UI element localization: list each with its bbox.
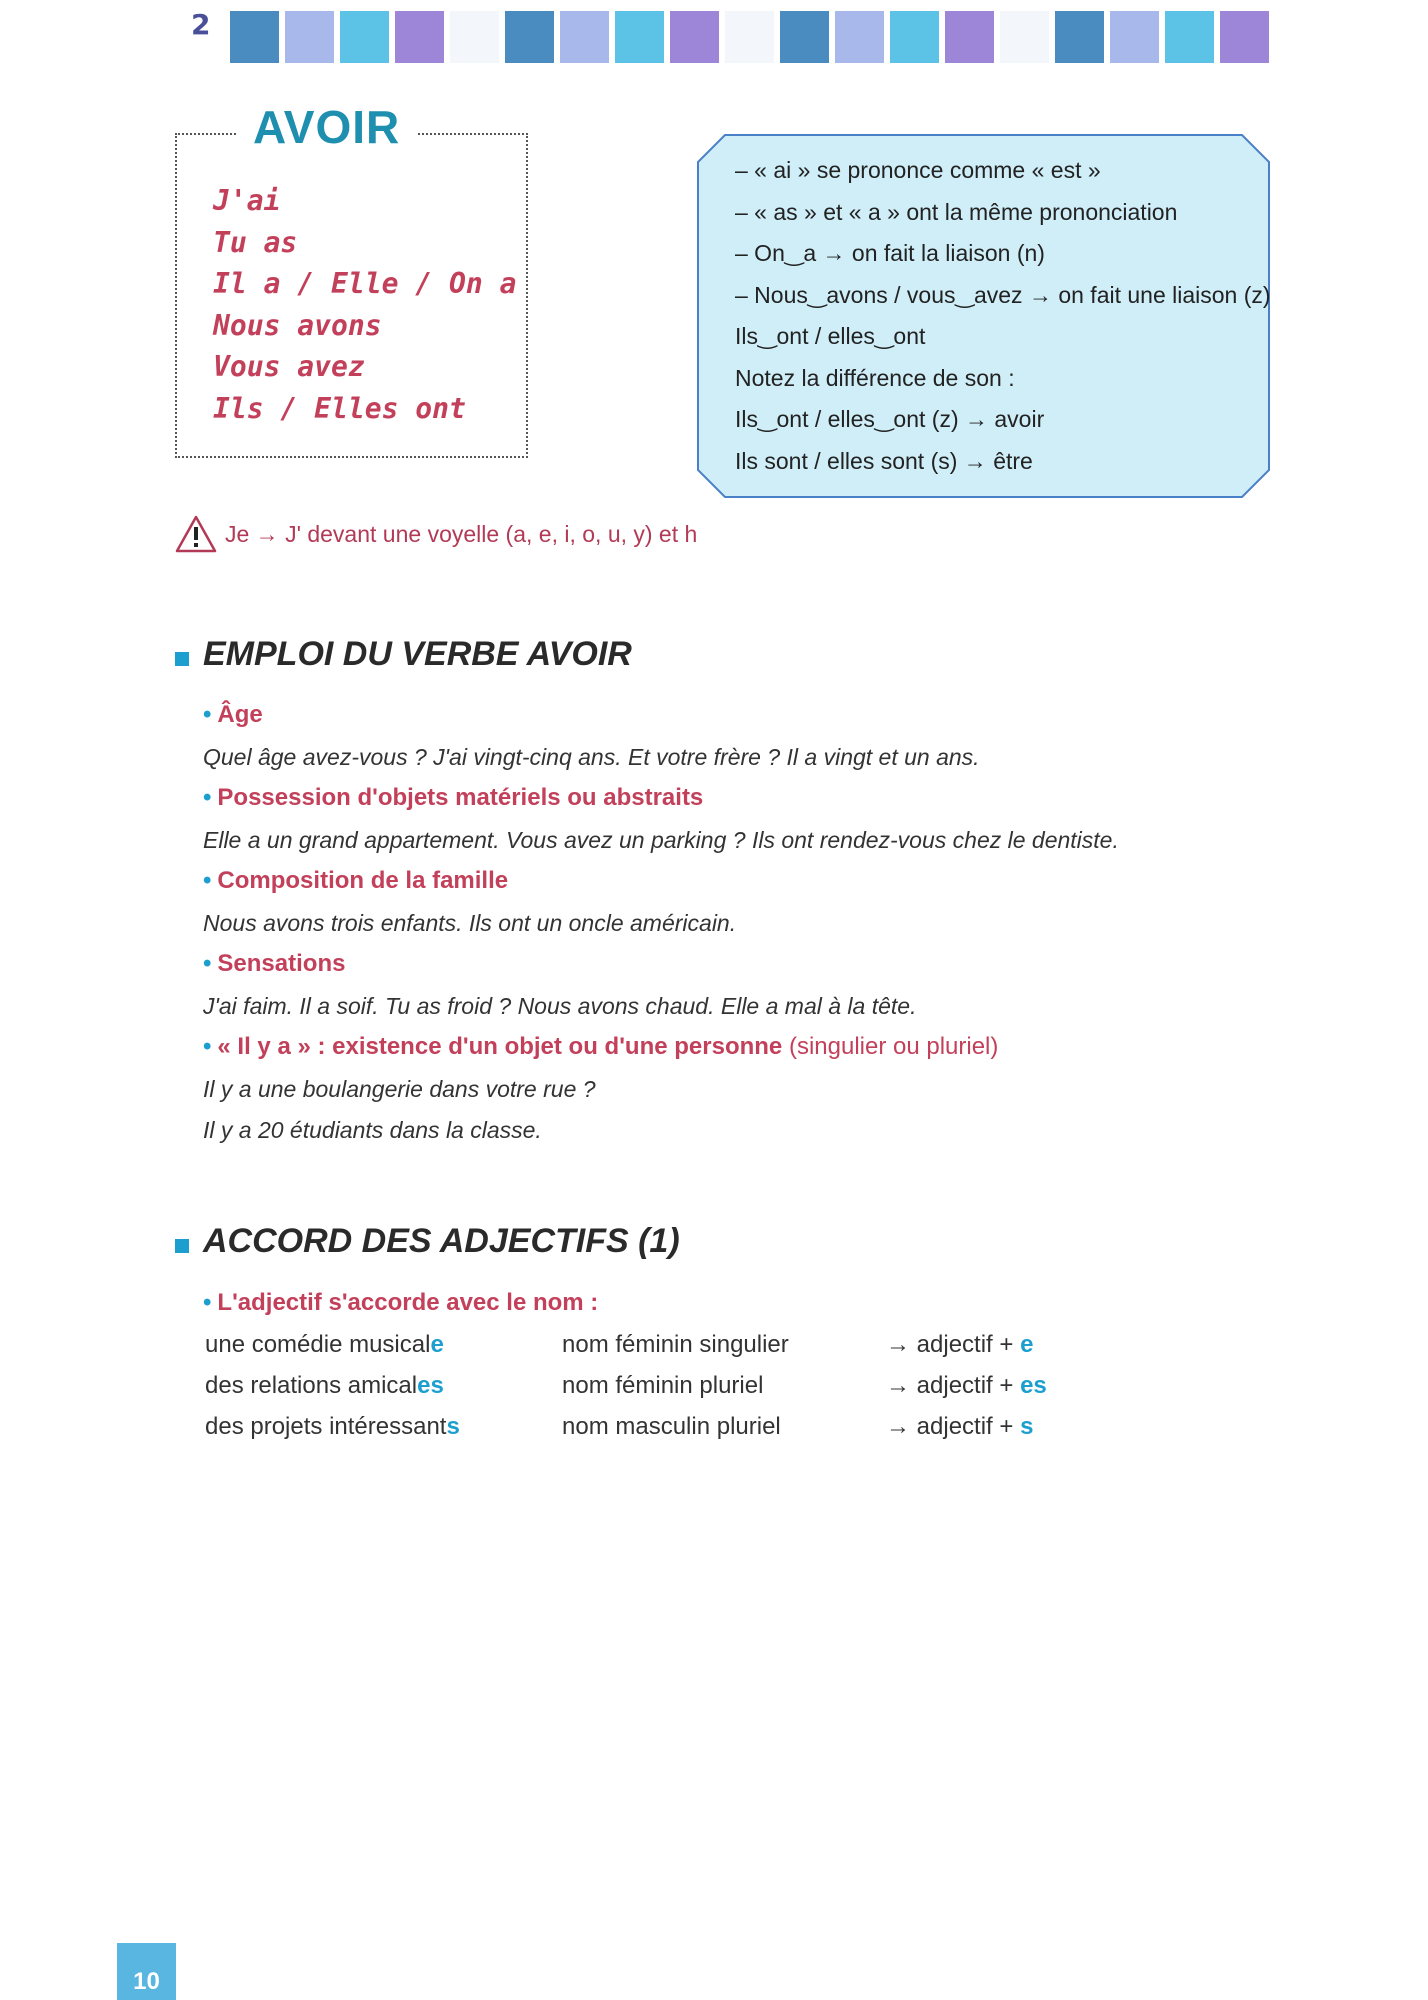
adjective-stem: des relations amical [205,1372,418,1399]
pronunciation-line: – « as » et « a » ont la même prononciation [735,198,1178,225]
usage-item-famille [203,867,508,895]
usage-note: (singulier ou pluriel) [788,1033,999,1060]
header-color-square [395,11,444,63]
usage-example: Nous avons trois enfants. Ils ont un oncle américain. [203,910,737,936]
accord-rule-text: L'adjectif s'accorde avec le nom : [217,1289,599,1316]
result-ending: es [1020,1372,1047,1399]
header-color-square [615,11,664,63]
result-ending: e [1020,1331,1034,1358]
header-color-square [835,11,884,63]
usage-example: Elle a un grand appartement. Vous avez un parking ? Ils ont rendez-vous chez le dentiste. [203,827,1119,853]
agreement-result [886,1413,1033,1441]
header-color-square [670,11,719,63]
result-text: → adjectif + [886,1372,1021,1399]
section-title-text: ACCORD DES ADJECTIFS (1) [203,1222,680,1260]
usage-example: Il y a 20 étudiants dans la classe. [203,1117,542,1143]
pronunciation-line: Ils‿ont / elles‿ont [735,323,926,349]
usage-label: Sensations [217,950,346,977]
noun-type: nom masculin pluriel [562,1413,781,1440]
header-color-square [1220,11,1269,63]
conjugation-line: Il a / Elle / On a [213,267,517,300]
usage-example: J'ai faim. Il a soif. Tu as froid ? Nous avons chaud. Elle a mal à la tête. [203,993,917,1019]
result-text: → adjectif + [886,1331,1021,1358]
usage-item-sensations [203,950,345,978]
pronunciation-line: Ils‿ont / elles‿ont (z) → avoir [735,406,1045,432]
adjective-example [205,1413,460,1441]
pronunciation-notes [735,150,1271,482]
header-color-square [890,11,939,63]
result-ending: s [1020,1413,1034,1440]
square-bullet-icon [175,652,189,666]
header-color-square [450,11,499,63]
adjective-example [205,1331,444,1359]
header-color-square [560,11,609,63]
usage-item-possession [203,784,703,812]
avoir-title: AVOIR [237,100,416,154]
pronunciation-line: – Nous‿avons / vous‿avez → on fait une liaison (z) [735,281,1271,308]
header-color-bar [230,11,1269,63]
usage-item-il-y-a [203,1033,998,1061]
pronunciation-line: Ils sont / elles sont (s) → être [735,447,1033,474]
bullet-dot-icon: • [203,784,212,811]
header-color-square [340,11,389,63]
header-color-square [285,11,334,63]
square-bullet-icon [175,1239,189,1253]
usage-label: Composition de la famille [217,867,509,894]
usage-example: Quel âge avez-vous ? J'ai vingt-cinq ans. Et votre frère ? Il a vingt et un ans. [203,744,980,770]
bullet-dot-icon: • [203,867,212,894]
pronunciation-line: – On‿a → on fait la liaison (n) [735,240,1045,266]
result-text: → adjectif + [886,1413,1021,1440]
conjugation-line: Vous avez [213,350,365,383]
header-color-square [1165,11,1214,63]
adjective-stem: des projets intéressant [205,1413,447,1440]
bullet-dot-icon: • [203,701,212,728]
warning-triangle-icon [175,514,217,554]
adjective-example [205,1372,444,1400]
bullet-dot-icon: • [203,1289,212,1316]
adjective-ending: e [430,1331,444,1358]
noun-type: nom féminin pluriel [562,1372,764,1399]
header-color-square [1055,11,1104,63]
agreement-result [886,1331,1033,1359]
elision-warning [175,514,697,554]
usage-item-age [203,701,263,729]
section-title-text: EMPLOI DU VERBE AVOIR [203,635,632,673]
adjective-ending: s [446,1413,460,1440]
usage-label: « Il y a » : existence d'un objet ou d'une personne [217,1033,783,1060]
page-number: 10 [117,1943,176,2000]
header-color-square [945,11,994,63]
usage-label: Possession d'objets matériels ou abstraits [217,784,704,811]
chapter-number: 2 [191,8,211,41]
header-color-square [1000,11,1049,63]
header-color-square [1110,11,1159,63]
conjugation-line: Ils / Elles ont [213,391,466,425]
header-color-square [725,11,774,63]
conjugation-line: Nous avons [213,308,382,342]
noun-type: nom féminin singulier [562,1331,789,1358]
section-title-emploi [175,635,632,674]
usage-label: Âge [217,701,263,728]
conjugation-line: J'ai [213,184,281,217]
header-color-square [505,11,554,63]
accord-rule [203,1289,598,1317]
pronunciation-line: Notez la différence de son : [735,364,1015,391]
warning-text: Je → J' devant une voyelle (a, e, i, o, u, y) et h [225,520,698,547]
usage-example: Il y a une boulangerie dans votre rue ? [203,1076,596,1102]
bullet-dot-icon: • [203,1033,212,1060]
conjugation-list [213,180,516,429]
conjugation-line: Tu as [213,225,298,259]
header-color-square [780,11,829,63]
pronunciation-line: – « ai » se prononce comme « est » [735,157,1101,183]
adjective-stem: une comédie musical [205,1331,431,1358]
agreement-result [886,1372,1047,1400]
adjective-ending: es [417,1372,444,1399]
section-title-accord [175,1222,680,1261]
header-color-square [230,11,279,63]
bullet-dot-icon: • [203,950,212,977]
